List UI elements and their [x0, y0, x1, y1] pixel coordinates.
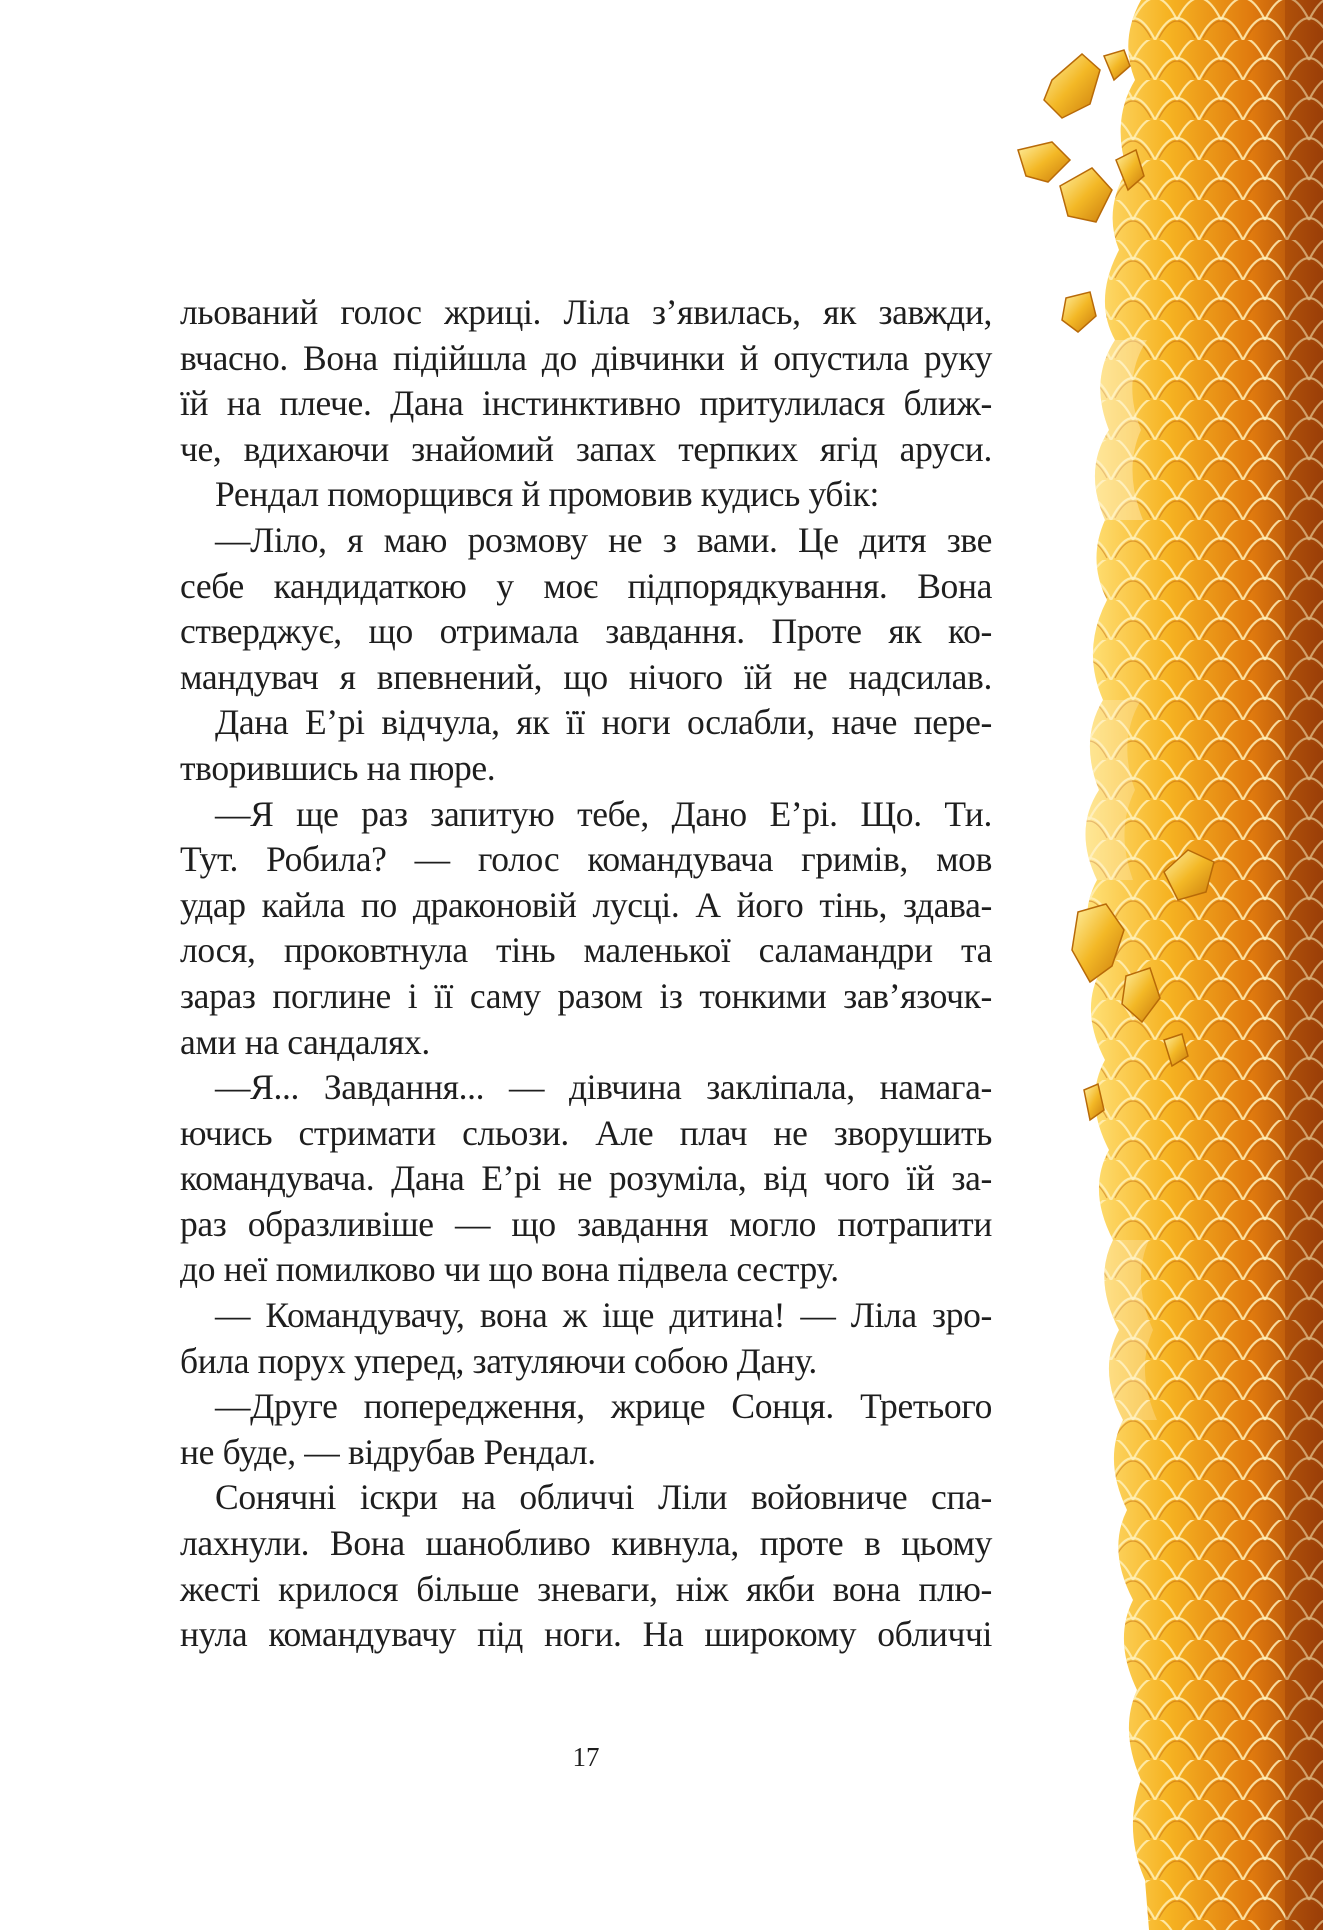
text-line: жесті крилося більше зневаги, ніж якби вона плю-	[180, 1568, 992, 1609]
text-line: себе кандидаткою у моє підпорядкування. Вона	[180, 565, 992, 606]
text-line: че, вдихаючи знайомий запах терпких ягід аруси.	[180, 428, 992, 469]
text-line: —Ліло, я маю розмову не з вами. Це дитя зве	[215, 519, 992, 560]
text-line: —Я... Завдання... — дівчина закліпала, намага-	[215, 1067, 992, 1108]
text-line: —Я ще раз запитую тебе, Дано Е’рі. Що. Ти.	[215, 793, 992, 834]
text-line: вчасно. Вона підійшла до дівчинки й опустила руку	[180, 337, 992, 378]
text-line: ами на сандалях.	[180, 1021, 430, 1062]
text-line: нула командувачу під ноги. На широкому обличчі	[180, 1614, 992, 1655]
text-line: до неї помилково чи що вона підвела сестру.	[180, 1249, 839, 1290]
dragon-scales-border	[1023, 0, 1323, 1930]
text-line: Сонячні іскри на обличчі Ліли войовниче спа-	[215, 1477, 992, 1518]
text-line: —Друге попередження, жрице Сонця. Третього	[215, 1386, 992, 1427]
text-line: творившись на пюре.	[180, 747, 496, 788]
text-line: ючись стримати сльози. Але плач не зворушить	[180, 1112, 992, 1153]
text-line: стверджує, що отримала завдання. Проте як ко-	[180, 611, 992, 652]
text-line: не буде, — відрубав Рендал.	[180, 1431, 596, 1472]
text-line: командувача. Дана Е’рі не розуміла, від чого їй за-	[180, 1158, 992, 1199]
text-line: їй на плече. Дана інстинктивно притулилася ближ-	[180, 383, 992, 424]
text-line: мандувач я впевнений, що нічого їй не надсилав.	[180, 656, 992, 697]
text-line: била порух уперед, затуляючи собою Дану.	[180, 1340, 817, 1381]
text-line: Рендал поморщився й промовив кудись убік:	[215, 474, 880, 515]
body-text	[180, 290, 992, 1658]
text-line: Тут. Робила? — голос командувача гримів, мов	[180, 839, 992, 880]
text-line: удар кайла по драконовій лусці. А його тінь, здава-	[180, 884, 992, 925]
text-line: льований голос жриці. Ліла з’явилась, як завжди,	[180, 292, 992, 332]
page-number: 17	[572, 1742, 600, 1772]
text-line: Дана Е’рі відчула, як її ноги ослабли, наче пере-	[215, 702, 992, 743]
text-line: лахнули. Вона шанобливо кивнула, проте в цьому	[180, 1523, 992, 1564]
text-line: зараз поглине і її саму разом із тонкими зав’язочк-	[180, 975, 992, 1016]
text-line: раз образливіше — що завдання могло потрапити	[180, 1203, 992, 1244]
text-line: лося, проковтнула тінь маленької саламандри та	[180, 930, 992, 971]
text-line: — Командувачу, вона ж іще дитина! — Ліла зро-	[215, 1295, 992, 1336]
